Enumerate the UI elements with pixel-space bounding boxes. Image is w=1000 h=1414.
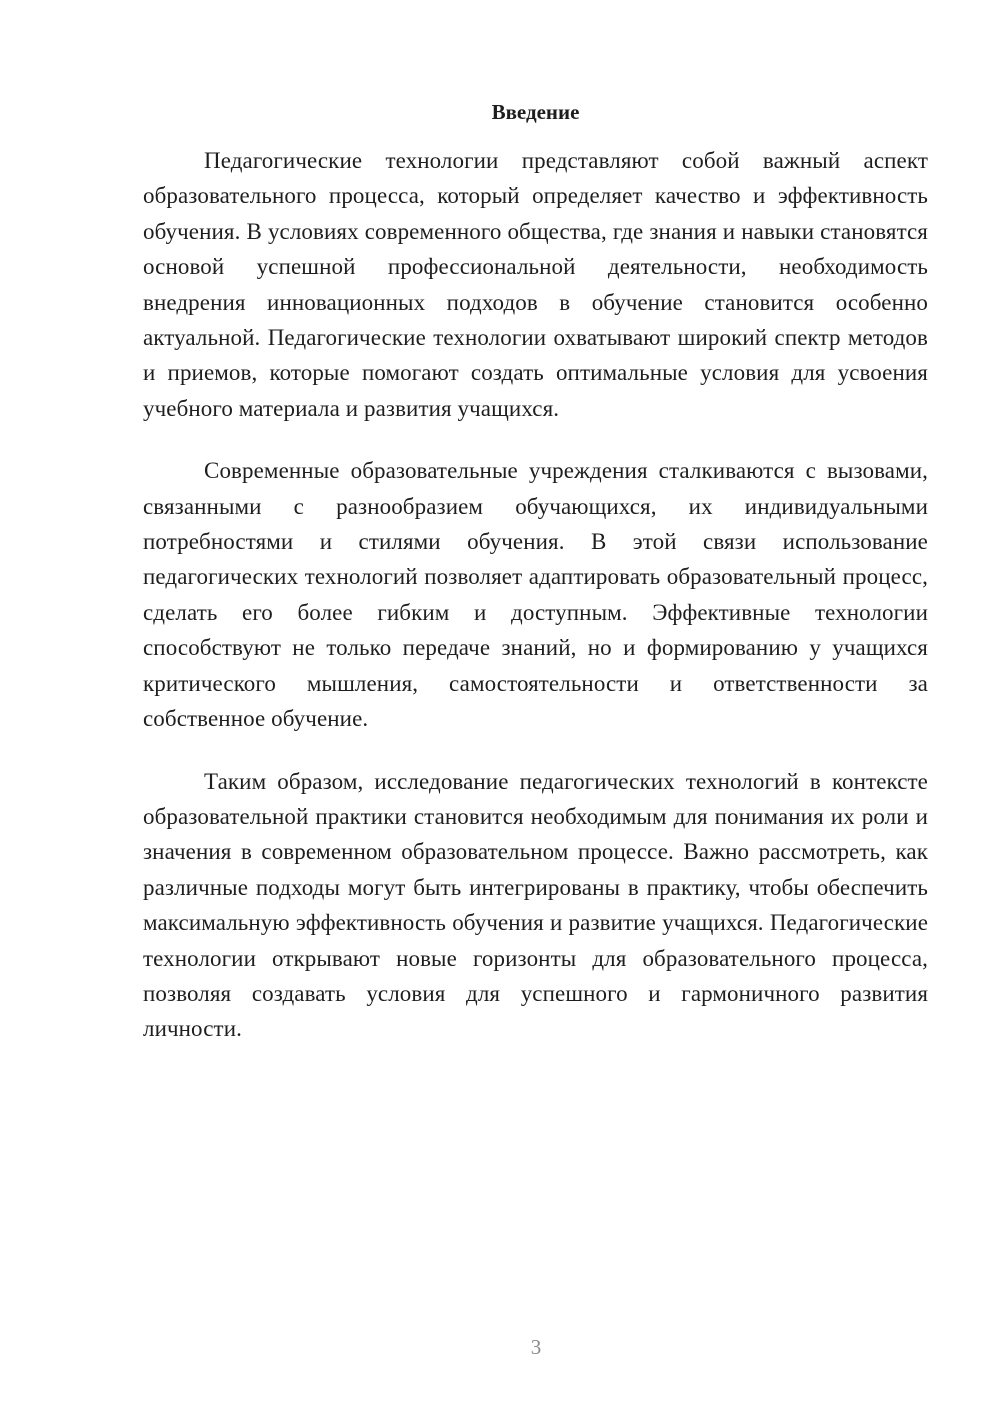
document-body [143,143,928,1074]
paragraph-1: Педагогические технологии представляют собой важный аспект образовательного процесса, который определяет качество и эффективность обучения. В условиях современного общества, где знания и навыки становятся основой успешной профессиональной деятельности, необходимость внедрения инновационных подходов в обучение становится особенно актуальной. Педагогические технологии охватывают широкий спектр методов и приемов, которые помогают создать оптимальные условия для усвоения учебного материала и развития учащихся. [143,148,928,421]
paragraph-3: Таким образом, исследование педагогических технологий в контексте образовательной практики становится необходимым для понимания их роли и значения в современном образовательном процессе. Важно рассмотреть, как различные подходы могут быть интегрированы в практику, чтобы обеспечить максимальную эффективность обучения и развитие учащихся. Педагогические технологии открывают новые горизонты для образовательного процесса, позволяя создавать условия для успешного и гармоничного развития личности. [143,768,928,1042]
page-number: 3 [530,1335,542,1359]
paragraph-2: Современные образовательные учреждения сталкиваются с вызовами, связанными с разнообразием обучающихся, их индивидуальными потребностями и стилями обучения. В этой связи использование педагогических технологий позволяет адаптировать образовательный процесс, сделать его более гибким и доступным. Эффективные технологии способствуют не только передаче знаний, но и формированию у учащихся критического мышления, самостоятельности и ответственности за собственное обучение. [143,458,928,732]
page-title: Введение [491,100,580,124]
